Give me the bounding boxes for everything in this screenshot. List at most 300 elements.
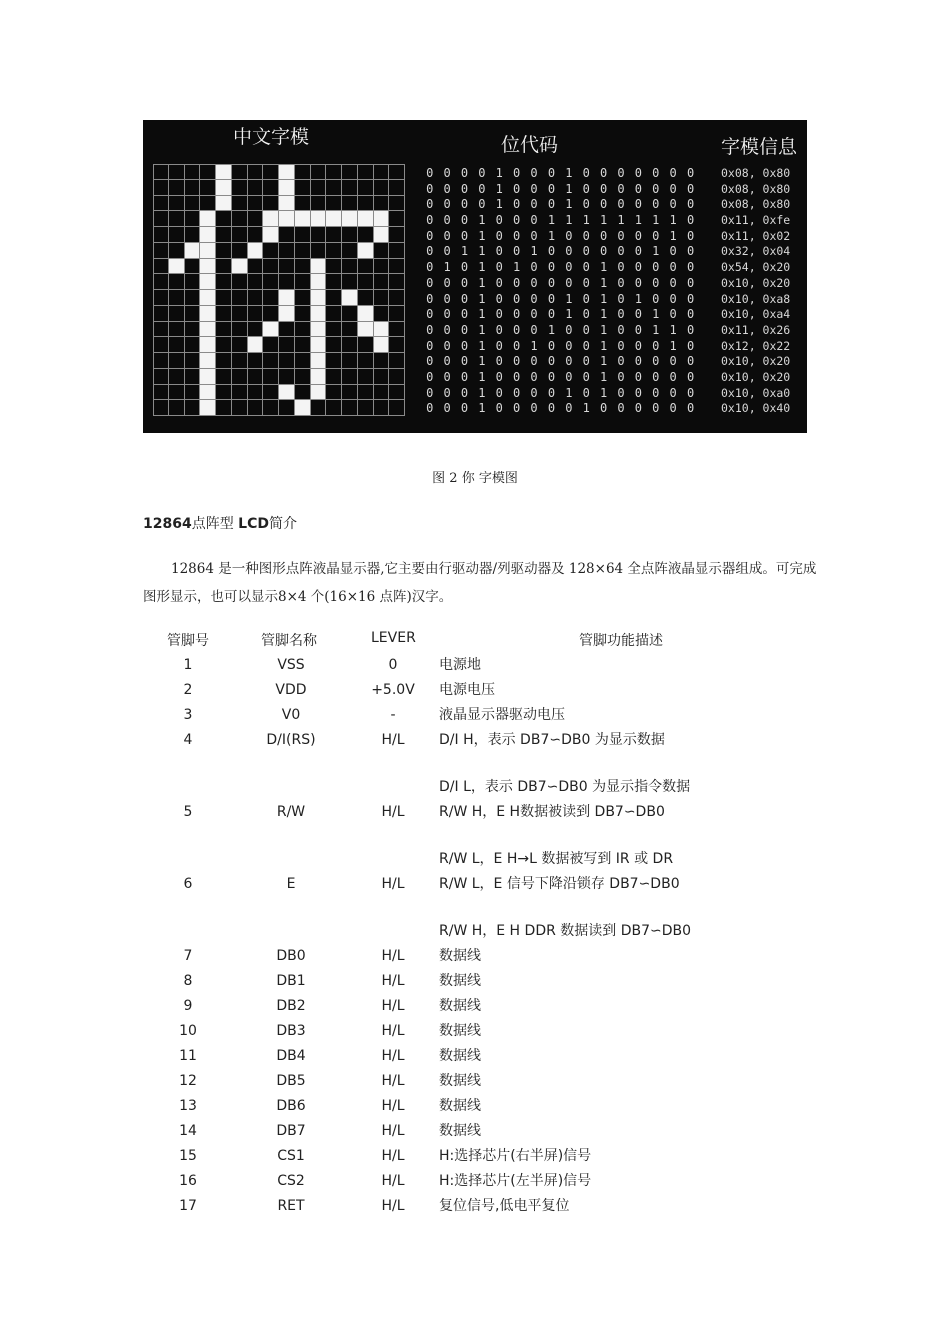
matrix-cell: [200, 337, 216, 353]
matrix-cell: [358, 180, 374, 196]
bit-value: 0: [495, 213, 503, 228]
matrix-cell: [200, 196, 216, 212]
matrix-cell: [389, 274, 405, 290]
matrix-cell: [185, 322, 201, 338]
bit-value: 0: [443, 291, 451, 306]
matrix-cell: [216, 353, 232, 369]
matrix-cell: [358, 164, 374, 180]
bit-row: [421, 276, 701, 292]
figure-title-info: 字模信息: [721, 136, 798, 158]
bit-value: 0: [565, 275, 573, 290]
matrix-cell: [295, 243, 311, 259]
bit-value: 0: [513, 244, 521, 259]
bit-value: 0: [530, 385, 538, 400]
matrix-cell: [263, 227, 279, 243]
bit-value: 0: [686, 307, 695, 322]
matrix-cell: [311, 211, 327, 227]
bit-value: 0: [582, 228, 590, 243]
matrix-cell: [248, 259, 264, 275]
matrix-cell: [389, 196, 405, 212]
bit-value: 0: [617, 354, 625, 369]
matrix-cell: [326, 353, 342, 369]
bit-value: 0: [669, 197, 677, 212]
matrix-cell: [279, 400, 295, 416]
matrix-cell: [263, 369, 279, 385]
bit-value: 0: [513, 213, 521, 228]
hex-row: 0x08, 0x80: [721, 166, 791, 180]
bit-row: [421, 307, 701, 323]
table-row: [143, 1094, 823, 1119]
matrix-cell: [358, 274, 374, 290]
matrix-cell: [232, 243, 248, 259]
bit-value: 1: [443, 260, 451, 275]
bit-value: 0: [530, 181, 538, 196]
bit-value: 0: [495, 275, 503, 290]
table-row: [143, 653, 823, 678]
bit-value: 0: [426, 385, 434, 400]
bit-value: 0: [617, 307, 625, 322]
bit-value: 1: [565, 181, 573, 196]
bit-value: 0: [530, 275, 538, 290]
bit-value: 0: [460, 166, 469, 180]
bit-value: 0: [426, 275, 434, 290]
matrix-cell: [248, 290, 264, 306]
bit-value: 1: [478, 213, 486, 228]
matrix-cell: [279, 243, 295, 259]
matrix-cell: [374, 274, 390, 290]
bit-value: 0: [599, 244, 608, 259]
matrix-cell: [374, 243, 390, 259]
pin-level: H/L: [381, 1023, 405, 1039]
matrix-cell: [232, 385, 248, 401]
matrix-cell: [153, 322, 169, 338]
bit-value: 1: [599, 275, 608, 290]
matrix-cell: [263, 196, 279, 212]
pin-description: 数据线: [439, 1098, 481, 1114]
matrix-cell: [216, 290, 232, 306]
pin-number: 9: [183, 998, 193, 1014]
bit-value: 0: [582, 166, 590, 180]
bit-value: 1: [530, 244, 538, 259]
bit-value: 1: [565, 307, 573, 322]
bit-value: 1: [582, 401, 590, 416]
bit-value: 0: [565, 401, 573, 416]
bit-value: 0: [513, 401, 521, 416]
bit-value: 0: [617, 322, 625, 337]
matrix-cell: [295, 259, 311, 275]
bit-value: 0: [495, 244, 503, 259]
pin-level: H/L: [381, 732, 405, 748]
matrix-cell: [295, 180, 311, 196]
matrix-cell: [216, 243, 232, 259]
bit-value: 0: [652, 401, 660, 416]
pin-description: 数据线: [439, 1048, 481, 1064]
matrix-cell: [232, 211, 248, 227]
pin-level: H/L: [381, 804, 405, 820]
matrix-cell: [279, 369, 295, 385]
matrix-cell: [216, 369, 232, 385]
matrix-cell: [216, 400, 232, 416]
bit-value: 0: [443, 338, 451, 353]
matrix-cell: [389, 180, 405, 196]
bit-value: 1: [478, 338, 486, 353]
pin-name: E: [286, 876, 296, 892]
bit-value: 0: [443, 401, 451, 416]
bit-value: 1: [547, 322, 556, 337]
matrix-cell: [232, 353, 248, 369]
bit-value: 1: [495, 181, 503, 196]
bit-value: 0: [634, 244, 642, 259]
matrix-cell: [232, 369, 248, 385]
pin-level: H/L: [381, 1098, 405, 1114]
bit-value: 0: [443, 307, 451, 322]
matrix-cell: [263, 353, 279, 369]
matrix-cell: [169, 164, 185, 180]
bit-value: 0: [513, 181, 521, 196]
bit-value: 0: [652, 369, 660, 384]
bit-value: 0: [599, 181, 608, 196]
bit-value: 0: [686, 213, 695, 228]
pin-description: 液晶显示器驱动电压: [439, 707, 565, 723]
matrix-cell: [389, 306, 405, 322]
pin-number: 17: [179, 1198, 197, 1214]
matrix-cell: [153, 385, 169, 401]
bit-row: [421, 370, 701, 386]
bit-value: 1: [599, 260, 608, 275]
bit-value: 0: [599, 166, 608, 180]
matrix-cell: [311, 353, 327, 369]
matrix-cell: [279, 353, 295, 369]
heading-text: 点阵型: [191, 516, 234, 532]
table-row: [143, 775, 823, 800]
matrix-cell: [232, 180, 248, 196]
pin-name: DB4: [276, 1048, 306, 1064]
matrix-cell: [389, 243, 405, 259]
bit-value: 0: [617, 228, 625, 243]
bit-value: 0: [547, 307, 556, 322]
bit-row: [421, 244, 701, 260]
matrix-cell: [279, 306, 295, 322]
matrix-cell: [279, 196, 295, 212]
pin-level: H/L: [381, 1173, 405, 1189]
hex-info-table: [721, 166, 805, 417]
bit-value: 0: [426, 197, 434, 212]
pin-level: +5.0V: [371, 682, 415, 698]
bit-value: 1: [669, 228, 677, 243]
pin-name: R/W: [276, 804, 306, 820]
matrix-cell: [342, 196, 358, 212]
bit-value: 0: [460, 401, 469, 416]
bit-row: [421, 229, 701, 245]
pin-level: H/L: [381, 973, 405, 989]
matrix-cell: [200, 180, 216, 196]
matrix-cell: [326, 290, 342, 306]
bit-value: 1: [652, 213, 660, 228]
matrix-cell: [279, 259, 295, 275]
bit-value: 0: [495, 338, 503, 353]
matrix-cell: [185, 274, 201, 290]
matrix-cell: [248, 400, 264, 416]
hex-row: 0x08, 0x80: [721, 197, 791, 212]
matrix-cell: [216, 274, 232, 290]
matrix-cell: [311, 400, 327, 416]
bit-value: 0: [565, 369, 573, 384]
bit-value: 0: [513, 338, 521, 353]
pin-name: V0: [281, 707, 301, 723]
bit-value: 0: [443, 181, 451, 196]
pin-description: H:选择芯片(右半屏)信号: [439, 1148, 592, 1164]
bit-value: 0: [513, 291, 521, 306]
bit-value: 0: [530, 369, 538, 384]
matrix-cell: [263, 180, 279, 196]
bit-value: 1: [478, 322, 486, 337]
bit-value: 0: [426, 260, 434, 275]
bit-value: 0: [652, 166, 660, 180]
matrix-cell: [153, 243, 169, 259]
pin-level: H/L: [381, 1048, 405, 1064]
bit-value: 1: [599, 291, 608, 306]
bit-value: 0: [426, 291, 434, 306]
matrix-cell: [263, 274, 279, 290]
bit-value: 0: [634, 228, 642, 243]
matrix-cell: [374, 369, 390, 385]
bit-value: 0: [478, 181, 486, 196]
pin-description: R/W H，E H数据被读到 DB7∽DB0: [439, 804, 665, 820]
bit-value: 0: [686, 369, 695, 384]
matrix-cell: [232, 337, 248, 353]
matrix-cell: [153, 164, 169, 180]
bit-value: 1: [478, 275, 486, 290]
matrix-cell: [358, 259, 374, 275]
matrix-cell: [185, 369, 201, 385]
pin-number: 3: [183, 707, 193, 723]
pin-name: DB6: [276, 1098, 306, 1114]
bit-value: 0: [426, 369, 434, 384]
matrix-cell: [358, 400, 374, 416]
bit-value: 0: [652, 275, 660, 290]
matrix-cell: [358, 306, 374, 322]
bit-value: 0: [686, 228, 695, 243]
bit-value: 0: [565, 354, 573, 369]
table-row: [143, 1044, 823, 1069]
bit-value: 1: [634, 213, 642, 228]
bit-value: 1: [599, 354, 608, 369]
matrix-cell: [326, 400, 342, 416]
bit-value: 0: [617, 385, 625, 400]
bit-value: 0: [582, 244, 590, 259]
matrix-cell: [342, 385, 358, 401]
hex-row: 0x08, 0x80: [721, 181, 791, 196]
matrix-cell: [263, 290, 279, 306]
intro-paragraph: 12864 是一种图形点阵液晶显示器,它主要由行驱动器/列驱动器及 128×64 全点阵液晶显示器组成。可完成图形显示，也可以显示8×4 个(16×16 点阵)汉字。: [143, 561, 817, 605]
matrix-cell: [263, 259, 279, 275]
matrix-cell: [185, 400, 201, 416]
bit-value: 0: [686, 385, 695, 400]
bit-value: 0: [617, 291, 625, 306]
bit-value: 0: [617, 275, 625, 290]
bit-value: 0: [582, 369, 590, 384]
matrix-cell: [248, 369, 264, 385]
matrix-cell: [185, 337, 201, 353]
bit-value: 0: [426, 244, 434, 259]
bit-value: 0: [565, 244, 573, 259]
matrix-cell: [185, 290, 201, 306]
bit-value: 0: [669, 291, 677, 306]
matrix-cell: [153, 353, 169, 369]
table-row: [143, 1169, 823, 1194]
bit-value: 0: [565, 338, 573, 353]
bit-value: 0: [599, 401, 608, 416]
bit-value: 0: [547, 181, 556, 196]
matrix-cell: [326, 322, 342, 338]
bit-value: 0: [443, 244, 451, 259]
bit-value: 1: [478, 354, 486, 369]
matrix-cell: [263, 322, 279, 338]
matrix-cell: [279, 180, 295, 196]
bit-value: 1: [565, 291, 573, 306]
hex-row: 0x10, 0xa8: [721, 291, 791, 306]
bit-value: 1: [652, 307, 660, 322]
matrix-cell: [311, 369, 327, 385]
matrix-cell: [216, 196, 232, 212]
bit-value: 1: [460, 244, 469, 259]
matrix-cell: [389, 337, 405, 353]
matrix-cell: [358, 290, 374, 306]
table-row: [143, 1194, 823, 1219]
pin-number: 11: [179, 1048, 197, 1064]
matrix-cell: [311, 227, 327, 243]
pin-level: H/L: [381, 998, 405, 1014]
matrix-cell: [295, 337, 311, 353]
bit-value: 0: [426, 354, 434, 369]
matrix-cell: [263, 337, 279, 353]
matrix-cell: [232, 259, 248, 275]
bit-value: 0: [426, 166, 434, 180]
bit-value: 0: [547, 385, 556, 400]
bit-value: 0: [426, 401, 434, 416]
matrix-cell: [232, 290, 248, 306]
bit-value: 0: [443, 322, 451, 337]
bit-value: 0: [460, 260, 469, 275]
bit-value: 0: [530, 307, 538, 322]
bit-value: 0: [652, 181, 660, 196]
bit-value: 0: [460, 322, 469, 337]
matrix-cell: [342, 243, 358, 259]
matrix-cell: [169, 227, 185, 243]
table-row: [143, 1069, 823, 1094]
bit-value: 0: [669, 166, 677, 180]
figure-caption: 图 2 你 字模图: [432, 471, 518, 486]
matrix-cell: [374, 337, 390, 353]
table-row: [143, 919, 823, 944]
bit-value: 0: [443, 213, 451, 228]
bit-value: 1: [478, 369, 486, 384]
bit-value: 0: [443, 275, 451, 290]
matrix-cell: [200, 290, 216, 306]
matrix-cell: [358, 369, 374, 385]
bit-value: 0: [530, 213, 538, 228]
hex-row: 0x11, 0xfe: [721, 213, 791, 228]
header-pin-name: 管脚名称: [261, 633, 317, 649]
matrix-cell: [326, 227, 342, 243]
bit-value: 0: [495, 369, 503, 384]
pin-name: CS2: [277, 1173, 305, 1189]
bit-value: 0: [652, 197, 660, 212]
matrix-cell: [153, 180, 169, 196]
pin-level: H/L: [381, 876, 405, 892]
bit-value: 0: [530, 166, 538, 180]
bit-value: 1: [599, 322, 608, 337]
matrix-cell: [200, 369, 216, 385]
matrix-cell: [342, 259, 358, 275]
bit-row: [421, 354, 701, 370]
bit-value: 0: [460, 291, 469, 306]
matrix-cell: [342, 369, 358, 385]
bit-value: 0: [460, 307, 469, 322]
pin-number: 6: [183, 876, 193, 892]
matrix-cell: [358, 196, 374, 212]
matrix-cell: [279, 322, 295, 338]
bit-value: 0: [547, 354, 556, 369]
pin-name: DB2: [276, 998, 306, 1014]
matrix-cell: [326, 196, 342, 212]
bit-value: 0: [460, 354, 469, 369]
bit-value: 0: [495, 291, 503, 306]
matrix-cell: [295, 385, 311, 401]
matrix-cell: [263, 400, 279, 416]
matrix-cell: [295, 353, 311, 369]
matrix-cell: [342, 164, 358, 180]
matrix-cell: [279, 274, 295, 290]
bit-value: 0: [617, 244, 625, 259]
matrix-cell: [169, 243, 185, 259]
matrix-cell: [358, 227, 374, 243]
bit-value: 0: [426, 213, 434, 228]
matrix-cell: [295, 274, 311, 290]
bit-value: 0: [426, 307, 434, 322]
bit-value: 1: [478, 228, 486, 243]
bit-value: 0: [495, 322, 503, 337]
bit-value: 1: [478, 260, 486, 275]
bit-value: 0: [547, 260, 556, 275]
matrix-cell: [389, 322, 405, 338]
bit-value: 0: [669, 260, 677, 275]
bit-value: 1: [599, 369, 608, 384]
bit-value: 0: [617, 181, 625, 196]
matrix-cell: [185, 243, 201, 259]
bit-value: 0: [669, 369, 677, 384]
matrix-cell: [374, 196, 390, 212]
pin-level: H/L: [381, 1198, 405, 1214]
bit-value: 1: [669, 322, 677, 337]
matrix-cell: [169, 306, 185, 322]
bit-value: 0: [530, 401, 538, 416]
hex-row: 0x10, 0xa4: [721, 307, 791, 322]
bit-value: 0: [443, 166, 451, 180]
matrix-cell: [279, 290, 295, 306]
bit-value: 1: [669, 338, 677, 353]
pin-description: R/W H，E H DDR 数据读到 DB7∽DB0: [439, 923, 692, 939]
pin-number: 12: [179, 1073, 197, 1089]
bit-value: 0: [686, 338, 695, 353]
bit-value: 0: [652, 385, 660, 400]
matrix-cell: [169, 385, 185, 401]
matrix-cell: [326, 337, 342, 353]
pin-description: 数据线: [439, 1123, 481, 1139]
matrix-cell: [374, 211, 390, 227]
bit-value: 1: [478, 307, 486, 322]
bit-value: 0: [686, 197, 695, 212]
